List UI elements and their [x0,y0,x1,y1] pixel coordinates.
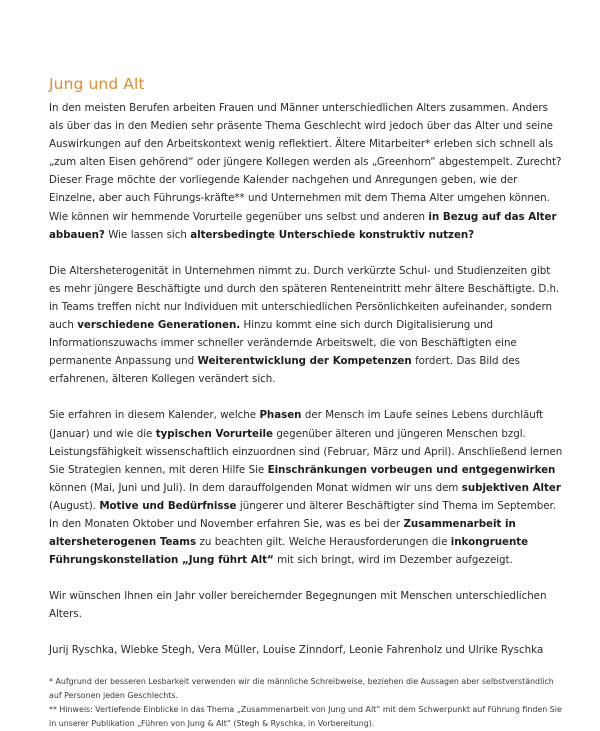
bold-text-segment: inkongruente Führungskonstellation „Jung führt Alt“ [49,536,529,567]
bold-text-segment: typischen Vorurteile [155,427,273,440]
paragraph-calendar-overview [49,406,564,569]
footnote-1: * Aufgrund der besseren Lesbarkeit verwenden wir die männliche Schreibweise, beziehen die Aussagen aber selbstverständlich auf Personen jeden Geschlechts. [49,677,554,701]
bold-text-segment: altersbedingte Unterschiede konstruktiv nutzen? [190,228,475,241]
text-segment: Die Altersheterogenität in Unternehmen nimmt zu. Durch verkürzte Schul- und Studienzeiten gibt es mehr jüngere Beschäftigte und durch den späteren Renteneintritt mehr ältere Beschäftigte. D.h. in Teams treffen nicht nur Individuen mit unterschiedlichen Persönlichkeiten aufeinander, sondern auch [49,264,560,332]
bold-text-segment: verschiedene Generationen. [77,319,241,332]
text-segment: der Mensch im Laufe seines Lebens durchläuft (Januar) und wie die [49,409,544,440]
bold-text-segment: Weiterentwicklung der Kompetenzen [197,355,412,368]
bold-text-segment: Motive und Bedürfnisse [99,499,237,512]
text-segment: In den meisten Berufen arbeiten Frauen und Männer unterschiedlichen Alters zusammen. Anders als über das in den Medien sehr präsente Thema Geschlecht wird jedoch über das Alter und seine Auswirkungen auf den Arbeitskontext wenig reflektiert. Ältere Mitarbeiter* erleben sich schnell als „zum alten Eisen gehörend“ oder jüngere Kollegen werden als „Greenhorn“ abgestempelt. Zurecht? Dieser Frage möchte der vorliegende Kalender nachgehen und Anregungen geben, wie der Einzelne, aber auch Führungs-kräfte** und Unternehmen mit dem Thema Alter umgehen können. Wie können wir hemmende Vorurteile gegenüber uns selbst und anderen [49,102,562,223]
bold-text-segment: Phasen [259,409,302,422]
page-title: Jung und Alt [49,75,145,93]
footnote-2: ** Hinweis: Vertiefende Einblicke in das Thema „Zusammenarbeit von Jung und Alt“ mit dem Schwerpunkt auf Führung finden Sie in unserer Publikation „Führen von Jung & Alt“ (Stegh & Ryschka, in Vorbereitung). [49,705,562,728]
paragraph-intro [49,99,564,244]
bold-text-segment: Einschränkungen vorbeugen und entgegenwirken [267,463,556,476]
text-segment: Wir wünschen Ihnen ein Jahr voller bereichernder Begegnungen mit Menschen unterschiedlichen Alters. [49,590,547,621]
text-segment: Wie lassen sich [104,228,191,241]
text-segment: gegenüber älteren und jüngeren Menschen bzgl. Leistungsfähigkeit wissenschaftlich einzuordnen sind (Februar, März und April). Anschließend lernen Sie Strategien kennen, mit deren Hilfe Sie [49,427,563,476]
bold-text-segment: subjektiven Alter [461,481,561,494]
text-segment: Sie erfahren in diesem Kalender, welche [49,409,260,422]
text-segment: jüngerer und älterer Beschäftigter sind Thema im September. In den Monaten Oktober und November erfahren Sie, was es bei der [49,499,557,530]
text-segment: Hinzu kommt eine sich durch Digitalisierung und Informationszuwachs immer schneller verändernde Arbeitswelt, die von Beschäftigten eine permanente Anpassung und [49,319,517,368]
paragraph-wishes [49,587,564,623]
text-segment: mit sich bringt, wird im Dezember aufgezeigt. [273,554,513,567]
text-segment: können (Mai, Juni und Juli). In dem darauffolgenden Monat widmen wir uns dem [49,481,462,494]
bold-text-segment: in Bezug auf das Alter abbauen? [49,210,557,241]
document-page [49,74,564,731]
bold-text-segment: Zusammenarbeit in altersheterogenen Teams [49,517,516,549]
text-segment: zu beachten gilt. Welche Herausforderungen die [196,536,451,549]
paragraph-heterogeneity [49,262,564,389]
authors-line: Jurij Ryschka, Wiebke Stegh, Vera Müller, Louise Zinndorf, Leonie Fahrenholz und Ulrike Ryschka [49,644,544,657]
text-segment: fordert. Das Bild des erfahrenen, älteren Kollegen verändert sich. [49,355,521,386]
text-segment: (August). [49,499,100,512]
